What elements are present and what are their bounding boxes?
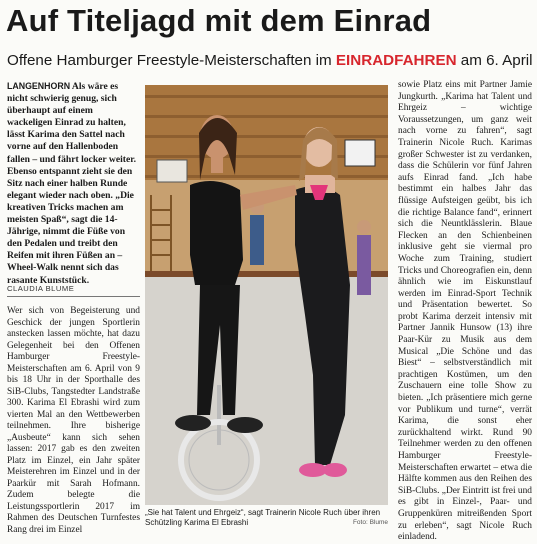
column-3-text: sowie Platz eins mit Partner Jamie Jungkurth. „Karima hat Talent und Ehrgeiz – wichtige Voraussetzungen, um ganz weit nach vorne zu fahren“, sagt Trainerin Nicole Ruch. Karimas großer Schwester ist zu verdanken, dass die Schülerin vor fünf Jahren aufs Einrad fand. „Ich habe bestimmt ein halbes Jahr das flüssige Aufsteigen geübt, bis ich die richtige Balance fand“, erinnert sich die Neuntklässlerin. Blaue Flecken an den Schienbeinen inklusive geht sie viermal pro Woche zum Training, studiert Tricks und Choreografien ein, denn ähnlich wie im Eiskunstlauf werden im Einrad-Sport Technik und Präsentation bewertet. So probt Karima derzeit intensiv mit Partner Jannik Hunsow (13) ihre Paar-Kür zu Musik aus dem Musical „Die Schöne und das Biest“ – selbstverständlich mit prachtigen Kostümen, um den Zuschauern eine tolle Show zu bieten. „Ich präsentiere mich gerne vor Publikum und turne“, verrät Karima, die sonst eher zurückhaltend wirkt. Rund 90 Teilnehmer werden zu den offenen Hamburger Freestyle-Meisterschaften erwartet – etwa die Hälfte kommen aus den Reihen des SiB-Clubs. „Der Eintritt ist frei und es gibt in Einzel-, Paar- und Gruppenküren mitreißenden Sport zu erleben“, sagt Nicole Ruch einladend. (398, 80, 532, 543)
subhead-highlight: EINRADFAHREN (335, 52, 457, 69)
lead-paragraph (7, 80, 140, 287)
article-photo (145, 85, 388, 505)
photo-caption (145, 508, 388, 528)
headline: Auf Titeljagd mit dem Einrad (6, 3, 432, 38)
subhead-text-before: Offene Hamburger Freestyle-Meisterschaften im (7, 52, 336, 69)
column-1-text: Wer sich von Begeisterung und Geschick der jungen Sportlerin anstecken lassen möchte, hat dazu Gelegenheit bei den Offenen Hamburger Freestyle-Meisterschaften am 6. April von 9 bis 18 Uhr in der Sporthalle des SiB-Clubs, Tangstedter Landstraße 300. Karima El Ebrashi wird zum vierten Mal an den Wettbewerben teilnehmen. Ihre bisherige „Ausbeute“ kann sich sehen lassen: 2017 gab es den zweiten Platz im Einzel, ein Jahr später Meisterehren im Einzel und in der Paarkür mit Sarah Hofmann. Zudem belegte die Leistungssportlerin 2017 im Rahmen des Deutschen Turnfestes Rang drei im Einzel (7, 306, 140, 535)
caption-text: „Sie hat Talent und Ehrgeiz“, sagt Trainerin Nicole Ruch über ihren Schützling Karima El Ebrashi (145, 508, 381, 527)
photo-illustration (145, 85, 388, 505)
article-column-3 (398, 80, 532, 544)
byline: CLAUDIA BLUME (7, 284, 140, 297)
photo-credit: Foto: Blume (352, 519, 388, 526)
dateline-place: LANGENHORN (7, 81, 71, 91)
subheadline (7, 51, 533, 70)
lead-text: Als wäre es nicht schwierig genug, sich überhaupt auf einem wackeligen Einrad zu halten, lässt Karima den Sattel nach vorne auf den Hallenboden fallen – und fährt locker weiter. Ebenso entspannt zieht sie den Sitz nach einer halben Runde elegant wieder nach oben. „Die kreativen Tricks machen am meisten Spaß“, sagt die 14-Jährige, nimmt die Füße von den Pedalen und treibt den Reifen mit ihren Füßen an – Wheel-Walk nennt sich das rasante Kunststück. (7, 81, 136, 286)
subhead-text-after: am 6. April (456, 52, 533, 69)
article-column-1 (7, 306, 140, 536)
